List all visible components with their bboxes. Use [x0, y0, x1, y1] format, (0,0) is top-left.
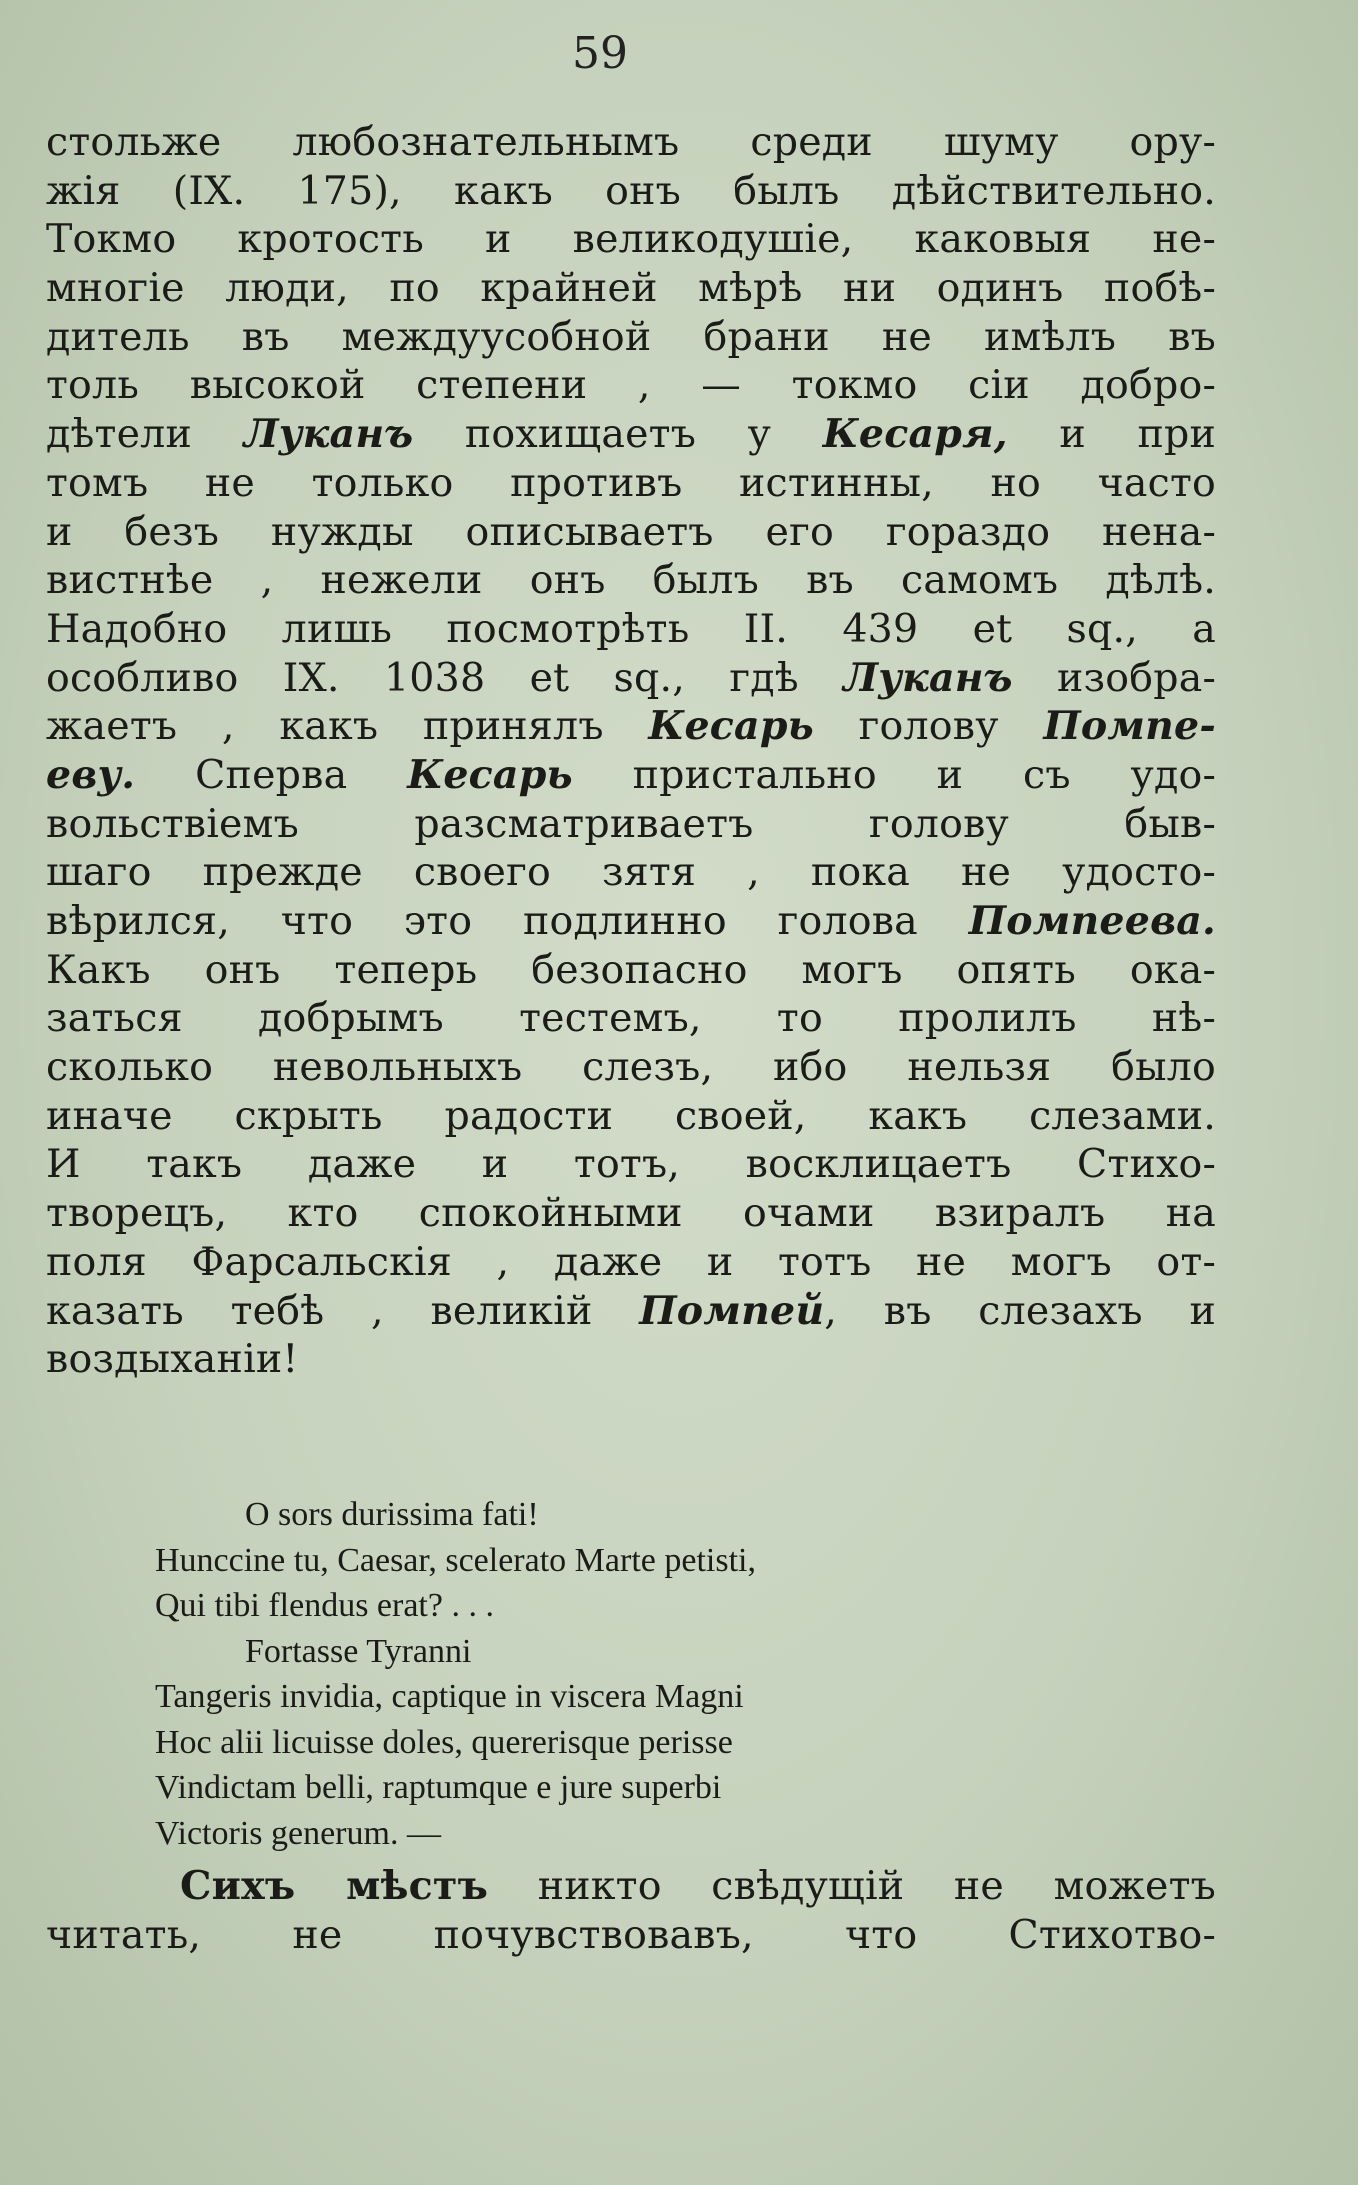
text-line: читать, не почувствовавъ, что Стихотво-	[46, 1911, 1216, 1958]
name-pompey: Помпей	[639, 1287, 825, 1334]
name-lukan: Луканъ	[843, 654, 1013, 701]
text-line: поля Фарсальскія , даже и тотъ не могъ от-	[46, 1238, 1216, 1285]
text-line	[46, 702, 1216, 751]
main-paragraph	[46, 118, 1216, 1384]
text-segment: вѣрился, что это подлинно голова	[46, 898, 918, 944]
text-line: сколько невольныхъ слезъ, ибо нельзя было	[46, 1044, 1216, 1091]
text-segment: , въ слезахъ и	[824, 1287, 1217, 1334]
text-segment: никто свѣдущій не можетъ	[537, 1863, 1216, 1909]
text-line: воздыханіи!	[46, 1336, 299, 1383]
verse-line: Victoris generum. —	[155, 1814, 441, 1852]
text-line: жія (IX. 175), какъ онъ былъ дѣйствительно.	[46, 167, 1216, 214]
page-number: 59	[572, 28, 628, 79]
text-segment: похищаетъ у	[464, 411, 772, 458]
text-segment: пристально и съ удо-	[632, 751, 1217, 798]
lead-words: Сихъ мѣстъ	[180, 1863, 489, 1909]
text-line: многіе люди, по крайней мѣрѣ ни одинъ побѣ-	[46, 265, 1216, 312]
text-line	[46, 1862, 1216, 1911]
text-line: томъ не только противъ истинны, но часто	[46, 459, 1216, 506]
text-segment: голову	[858, 703, 999, 750]
text-line: и безъ нужды описываетъ его гораздо нена-	[46, 508, 1216, 555]
text-line: вольствіемъ разсматриваетъ голову быв-	[46, 800, 1216, 847]
text-line: И такъ даже и тотъ, восклицаетъ Стихо-	[46, 1141, 1216, 1188]
text-line: стольже любознательнымъ среди шуму ору-	[46, 119, 1216, 165]
text-line: Надобно лишь посмотрѣть II. 439 et sq., а	[46, 605, 1216, 652]
latin-quotation	[155, 1492, 1055, 1856]
text-line: Токмо кротость и великодушіе, каковыя не-	[46, 216, 1216, 263]
text-segment: казать тебѣ , великій	[46, 1287, 593, 1334]
verse-line: Tangeris invidia, captique in viscera Magni	[155, 1678, 744, 1715]
verse-line: Vindictam belli, raptumque e jure superbi	[155, 1769, 722, 1806]
text-line: дитель въ междуусобной брани не имѣлъ въ	[46, 313, 1216, 360]
text-line: Какъ онъ теперь безопасно могъ опять ока-	[46, 946, 1216, 993]
name-pompey: Помпе-	[1043, 703, 1216, 750]
text-line: вистнѣе , нежели онъ былъ въ самомъ дѣлѣ.	[46, 557, 1216, 604]
text-segment: жаетъ , какъ принялъ	[46, 703, 604, 750]
text-line: толь высокой степени , — токмо сіи добро-	[46, 362, 1216, 409]
text-line	[46, 751, 1216, 800]
verse-line: Fortasse Tyranni	[245, 1632, 472, 1670]
text-line	[46, 897, 1216, 946]
name-lukan: Луканъ	[243, 411, 414, 458]
text-line: заться добрымъ тестемъ, то пролилъ нѣ-	[46, 995, 1216, 1042]
name-kesar: Кесарь	[648, 703, 814, 750]
name-pompey: Помпеева.	[968, 898, 1216, 944]
name-kesar: Кесарь	[407, 751, 573, 798]
name-kesar: Кесаря,	[822, 411, 1008, 458]
text-line	[46, 1287, 1216, 1336]
verse-line: O sors durissima fati!	[245, 1496, 539, 1533]
text-line: иначе скрыть радости своей, какъ слезами.	[46, 1092, 1216, 1139]
text-line	[46, 654, 1216, 703]
verse-line: Hoc alii licuisse doles, quererisque perisse	[155, 1723, 733, 1761]
text-line: творецъ, кто спокойными очами взиралъ на	[46, 1190, 1216, 1237]
verse-line: Hunccine tu, Caesar, scelerato Marte petisti,	[155, 1541, 756, 1579]
text-segment: особливо IX. 1038 et sq., гдѣ	[46, 654, 799, 701]
name-pompey: еву.	[46, 751, 136, 798]
closing-paragraph	[46, 1862, 1216, 1959]
verse-line: Qui tibi flendus erat? . . .	[155, 1587, 494, 1624]
text-line: шаго прежде своего зятя , пока не удосто-	[46, 849, 1216, 896]
text-segment: дѣтели	[46, 411, 192, 458]
text-segment: и при	[1059, 411, 1217, 458]
text-segment: изобра-	[1057, 654, 1217, 701]
text-segment: Сперва	[195, 751, 348, 798]
text-line	[46, 410, 1216, 459]
